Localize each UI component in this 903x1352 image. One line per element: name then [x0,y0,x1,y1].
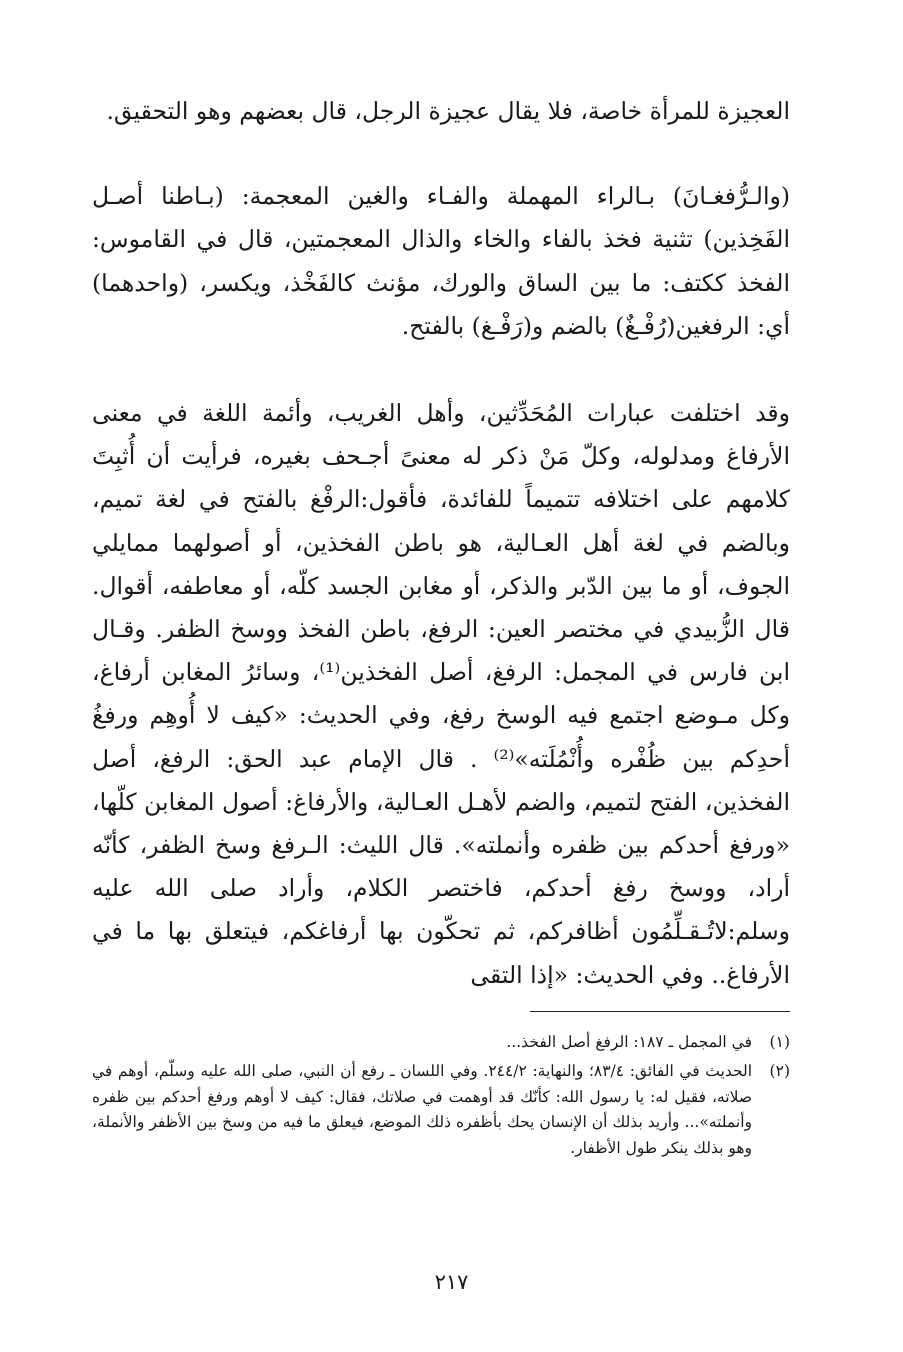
footnote-separator [530,1011,790,1012]
footnote-number: (٢) [769,1061,790,1080]
page-number: ٢١٧ [434,1270,469,1294]
footnote-1 [92,1030,790,1056]
main-text [92,90,790,997]
footnotes [92,1030,790,1162]
footnote-2 [92,1059,790,1162]
footnote-number: (١) [769,1033,790,1051]
paragraph-1: العجيزة للمرأة خاصة، فلا يقال عجيزة الرجل، قال بعضهم وهو التحقيق. [106,97,790,125]
footnote-text: في المجمل ـ ١٨٧: الرفغ أصل الفخذ... [506,1033,752,1051]
paragraph-3: وقد اختلفت عبارات المُحَدِّثين، وأهل الغريب، وأئمة اللغة في معنى الأرفاغ ومدلوله، وكلّ مَنْ ذكر له معنىً أجـحف بغيره، فرأيت أن أُثبِتَ كلامهم على اختلافه تتميماً للفائدة، فأقول:الرفْغ بالفتح في لغة تميم، وبالضم في لغة أهل العـالية، هو باطن الفخذين، أو أصولهما ممايلي الجوف، أو ما بين الدّبر والذكر، أو مغابن الجسد كلّه، أو معاطفه، أقوال. قال الزُّبيدي في مختصر العين: الرفغ، باطن الفخذ ووسخ الظفر. وقـال ابن فارس في المجمل: الرفغ، أصل الفخذين⁽¹⁾، وسائرُ المغابن أرفاغ، وكل مـوضع اجتمع فيه الوسخ رفغ، وفي الحديث: «كيف لا أُوهِم ورفغُ أحدِكم بين ظُفْره وأُنْمُلَته»⁽²⁾ . قال الإمام عبد الحق: الرفغ، أصل الفخذين، الفتح لتميم، والضم لأهـل العـالية، والأرفاغ: أصول المغابن كلّها، «ورفغ أحدكم بين ظفره وأنملته». قال الليث: الـرفغ وسخ الظفر، كأنّه أراد، ووسخ رفغ أحدكم، فاختصر الكلام، وأراد صلى الله عليه وسلم:لاتُـقـلِّمُون أظافركم، ثم تحكّون بها أرفاغكم، فيتعلق بها ما في الأرفاغ.. وفي الحديث: «إذا التقى [92,399,790,989]
paragraph-2: (والـرُّفغـانَ) بـالراء المهملة والفـاء والغين المعجمة: (بـاطنا أصـل الفَخِذين) تثنية فخذ بالفاء والخاء والذال المعجمتين، قال في القاموس: الفخذ ككتف: ما بين الساق والورك، مؤنث كالفَخْذ، ويكسر، (واحدهما) أي: الرفغين(رُفْـغٌ) بالضم و(رَفْـغ) بالفتح. [92,182,790,340]
footnote-text: الحديث في الفائق: ٨٣/٤؛ والنهاية: ٢٤٤/٢. وفي اللسان ـ رفع أن النبي، صلى الله عليه وسلّم، أوهم في صلاته، فقيل له: يا رسول الله: كأنّك قد أوهمت في صلاتك، فقال: كيف لا أوهم ورفغ أحدكم بين ظفره وأنملته»... وأريد بذلك أن الإنسان يحك بأظفره ذلك الموضع، فيعلق ما فيه من وسخ بين الأظفر والأنملة، وهو بذلك ينكر طول الأظفار. [92,1061,753,1158]
